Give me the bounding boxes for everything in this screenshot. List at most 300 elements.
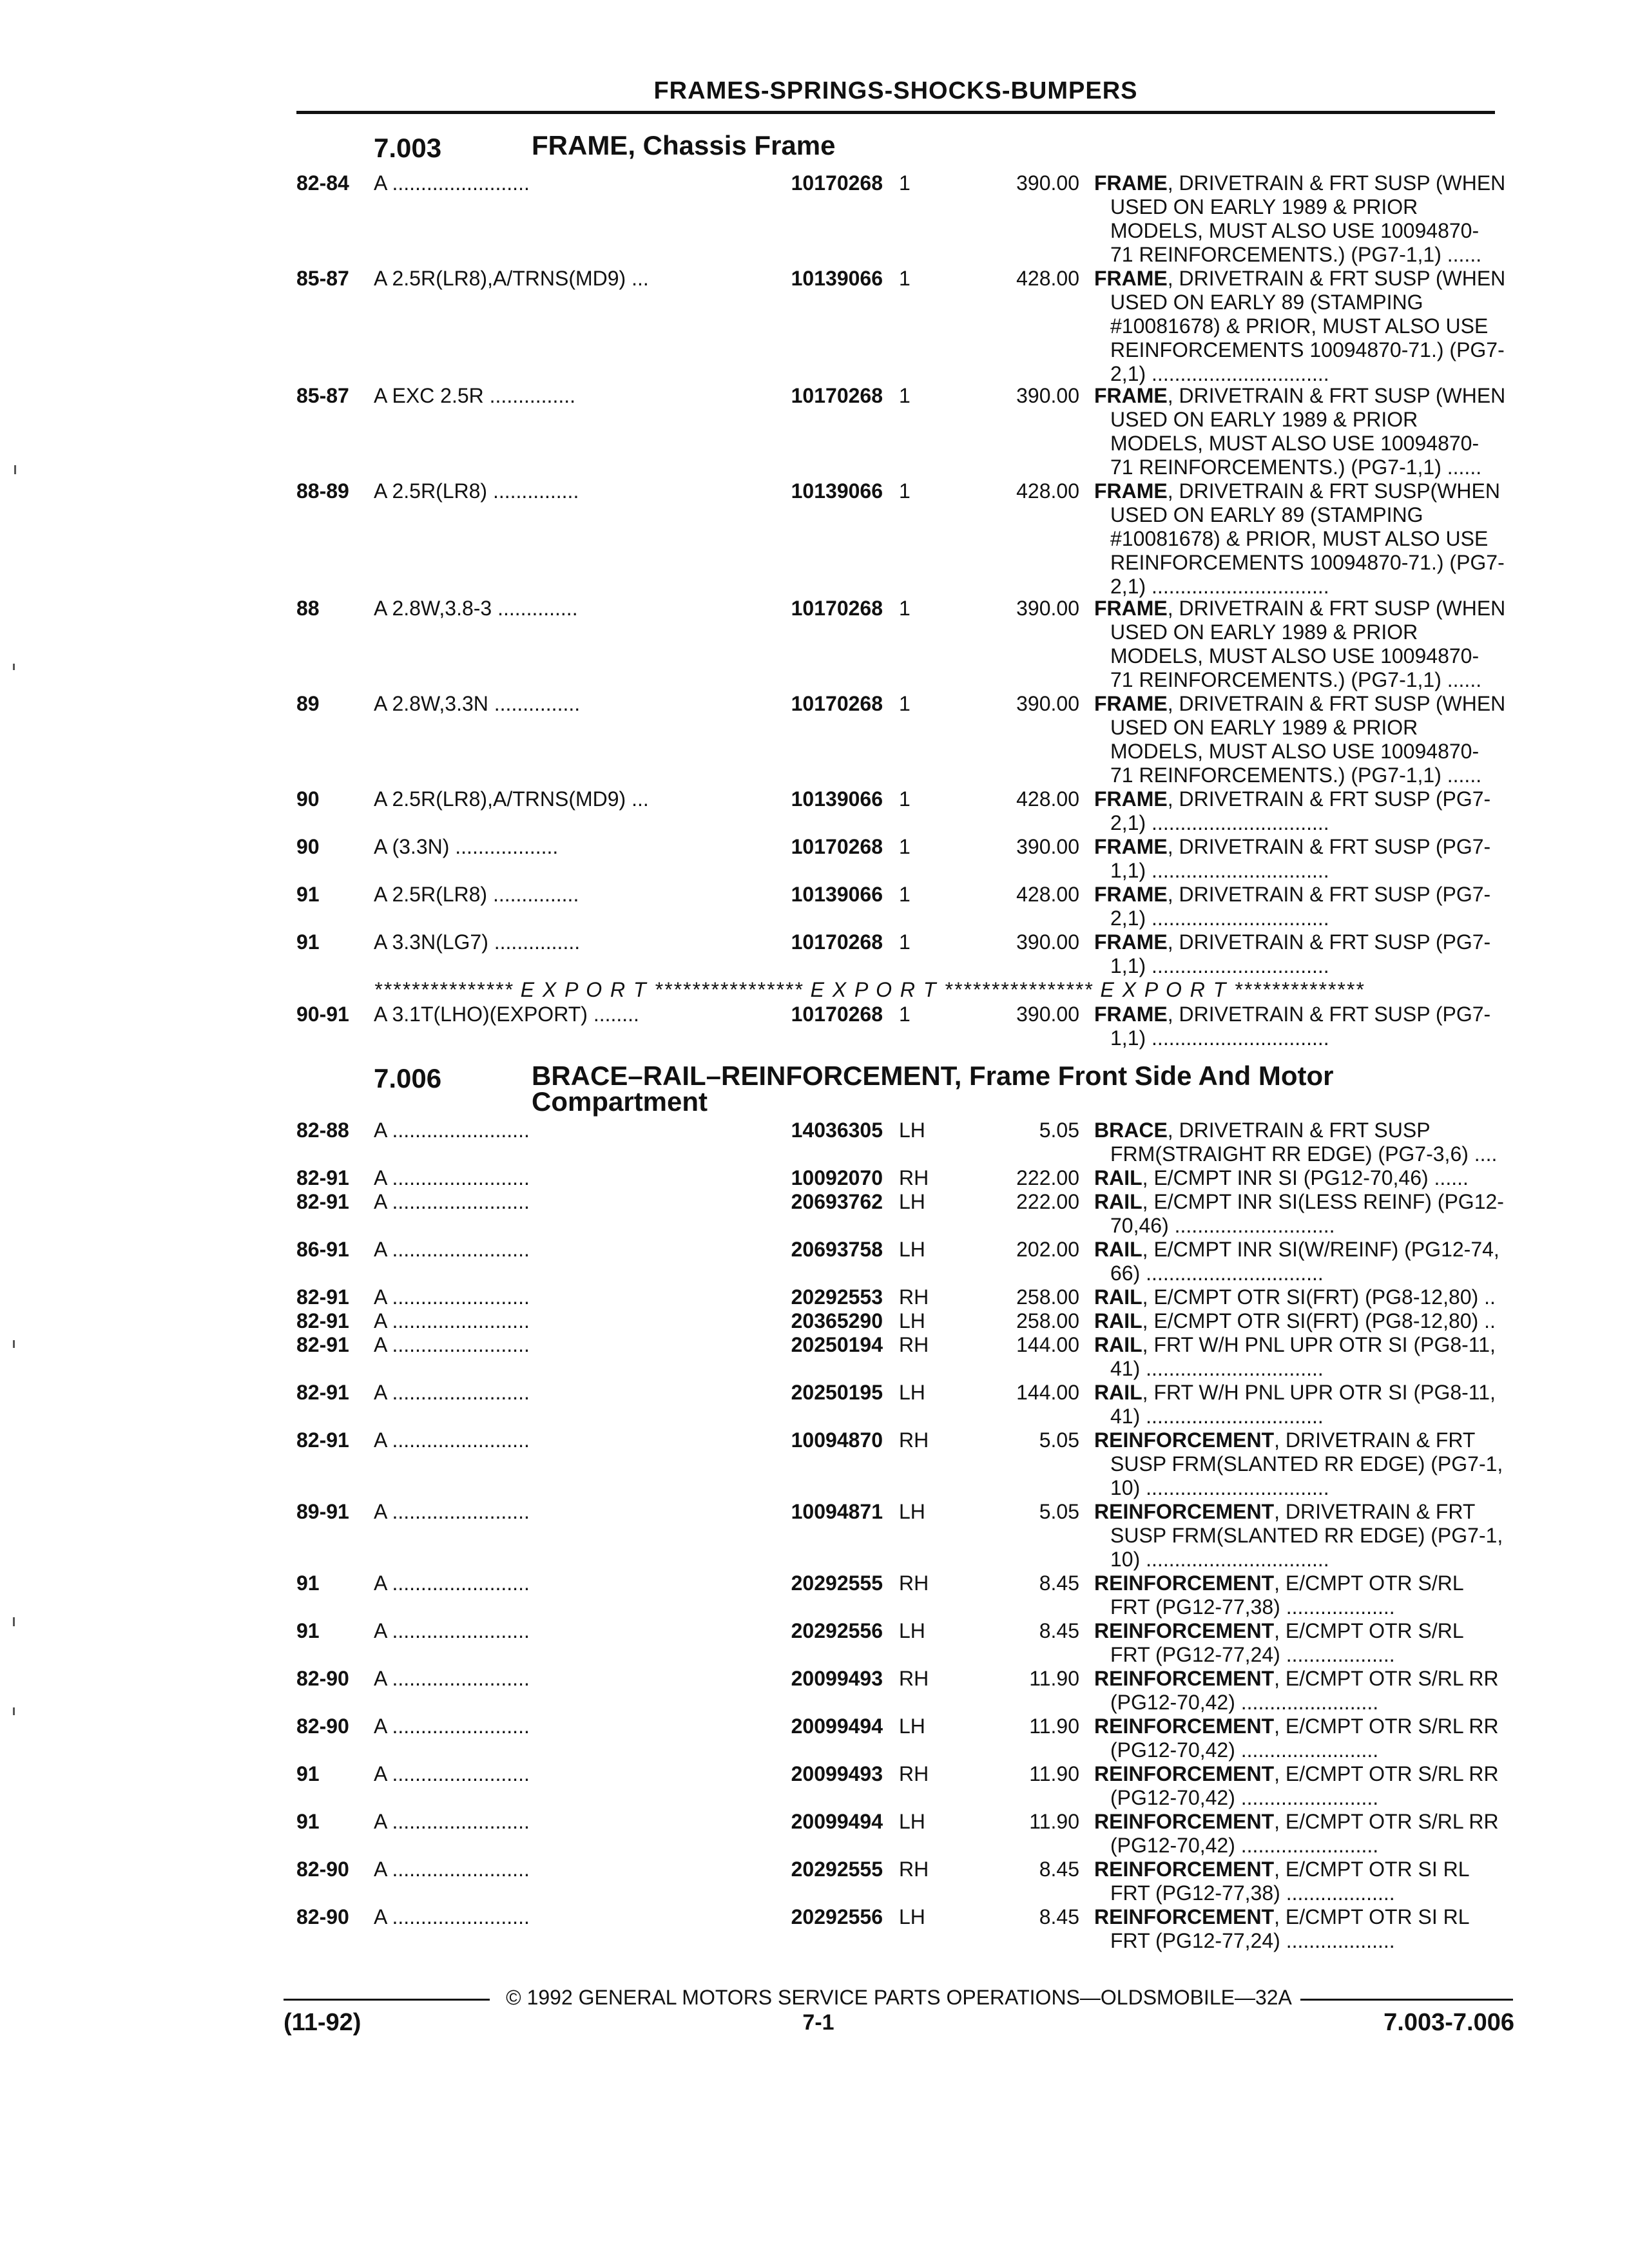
description-line: 41) ...............................: [1110, 1357, 1324, 1380]
price: 390.00: [1016, 835, 1079, 858]
description: [1094, 1190, 1629, 1238]
description-line: 2,1) ...............................: [1110, 575, 1329, 598]
description-line: [1094, 597, 1629, 620]
description-line: [1094, 930, 1629, 954]
model-year: 88: [296, 597, 320, 620]
application: A 2.5R(LR8) ...............: [374, 883, 579, 906]
description-line: USED ON EARLY 1989 & PRIOR: [1110, 195, 1418, 218]
application: A 2.5R(LR8),A/TRNS(MD9) ...: [374, 787, 649, 811]
description-keyword: REINFORCEMENT: [1094, 1858, 1275, 1881]
quantity: 1: [899, 1003, 911, 1026]
application: A 2.8W,3.8-3 ..............: [374, 597, 578, 620]
description-keyword: RAIL: [1094, 1333, 1142, 1356]
scan-speck: [13, 1707, 15, 1715]
description-keyword: RAIL: [1094, 1238, 1142, 1261]
description-keyword: REINFORCEMENT: [1094, 1905, 1275, 1928]
description-line: USED ON EARLY 1989 & PRIOR: [1110, 716, 1418, 739]
description-line: [1094, 883, 1629, 907]
description-line: 41) ...............................: [1110, 1405, 1324, 1428]
model-year: 90: [296, 787, 320, 811]
model-year: 82-90: [296, 1858, 349, 1881]
part-number: 20099494: [791, 1715, 883, 1738]
model-year: 82-90: [296, 1715, 349, 1738]
description: [1094, 1500, 1629, 1571]
description-line: USED ON EARLY 89 (STAMPING: [1110, 291, 1423, 314]
part-number: 10139066: [791, 883, 883, 906]
model-year: 82-88: [296, 1119, 349, 1142]
description-line: FRT (PG12-77,38) ...................: [1110, 1881, 1395, 1905]
description-line: USED ON EARLY 89 (STAMPING: [1110, 503, 1423, 526]
description-line: USED ON EARLY 1989 & PRIOR: [1110, 620, 1418, 644]
quantity: LH: [899, 1810, 925, 1833]
model-year: 91: [296, 1810, 320, 1833]
footer-section-range: 7.003-7.006: [1383, 2009, 1514, 2036]
description-line: [1094, 384, 1629, 408]
description-rest: , DRIVETRAIN & FRT SUSP(WHEN: [1167, 479, 1500, 503]
description-line: [1094, 1333, 1629, 1357]
quantity: 1: [899, 883, 911, 906]
price: 390.00: [1016, 384, 1079, 407]
description-rest: , FRT W/H PNL UPR OTR SI (PG8-11,: [1142, 1381, 1496, 1404]
description-rest: , DRIVETRAIN & FRT SUSP (PG7-: [1167, 1003, 1491, 1026]
description-line: 71 REINFORCEMENTS.) (PG7-1,1) ......: [1110, 764, 1482, 787]
part-number: 20099493: [791, 1667, 883, 1690]
description-line: MODELS, MUST ALSO USE 10094870-: [1110, 219, 1480, 242]
part-number: 20292555: [791, 1858, 883, 1881]
description: [1094, 597, 1629, 692]
application: A ........................: [374, 171, 530, 195]
model-year: 88-89: [296, 479, 349, 503]
description-line: [1094, 1166, 1629, 1190]
description-line: USED ON EARLY 1989 & PRIOR: [1110, 408, 1418, 431]
description-line: FRT (PG12-77,38) ...................: [1110, 1595, 1395, 1619]
description-keyword: RAIL: [1094, 1285, 1142, 1309]
description-line: 10) ................................: [1110, 1548, 1329, 1571]
quantity: 1: [899, 692, 911, 715]
description-keyword: RAIL: [1094, 1190, 1142, 1213]
application: A ........................: [374, 1810, 530, 1833]
model-year: 82-91: [296, 1190, 349, 1213]
quantity: 1: [899, 930, 911, 954]
price: 390.00: [1016, 171, 1079, 195]
description-rest: , DRIVETRAIN & FRT SUSP (WHEN: [1167, 597, 1506, 620]
part-number: 20292556: [791, 1619, 883, 1642]
page-header-title: FRAMES-SPRINGS-SHOCKS-BUMPERS: [653, 77, 1138, 104]
part-number: 10170268: [791, 597, 883, 620]
price: 258.00: [1016, 1309, 1079, 1332]
description-keyword: REINFORCEMENT: [1094, 1715, 1275, 1738]
part-number: 20250195: [791, 1381, 883, 1404]
price: 390.00: [1016, 930, 1079, 954]
section-code: 7.003: [374, 133, 442, 163]
description-keyword: REINFORCEMENT: [1094, 1500, 1275, 1523]
description-keyword: REINFORCEMENT: [1094, 1667, 1275, 1690]
description-line: [1094, 1667, 1629, 1691]
section-title: FRAME, Chassis Frame: [532, 130, 836, 160]
price: 202.00: [1016, 1238, 1079, 1261]
part-number: 20099493: [791, 1762, 883, 1785]
application: A ........................: [374, 1667, 530, 1690]
description: [1094, 883, 1629, 930]
description-keyword: FRAME: [1094, 597, 1168, 620]
application: A 2.8W,3.3N ...............: [374, 692, 581, 715]
quantity: RH: [899, 1858, 929, 1881]
description: [1094, 835, 1629, 883]
application: A ........................: [374, 1190, 530, 1213]
description-line: SUSP FRM(SLANTED RR EDGE) (PG7-1,: [1110, 1452, 1503, 1475]
description: [1094, 1285, 1629, 1309]
model-year: 89: [296, 692, 320, 715]
price: 222.00: [1016, 1190, 1079, 1213]
description-line: MODELS, MUST ALSO USE 10094870-: [1110, 644, 1480, 668]
scan-speck: [13, 1617, 15, 1626]
model-year: 82-91: [296, 1309, 349, 1332]
description-rest: , DRIVETRAIN & FRT SUSP (WHEN: [1167, 171, 1506, 195]
price: 428.00: [1016, 883, 1079, 906]
quantity: LH: [899, 1619, 925, 1642]
description-rest: , E/CMPT OTR S/RL RR: [1274, 1762, 1499, 1785]
section-code: 7.006: [374, 1063, 442, 1093]
description-line: FRM(STRAIGHT RR EDGE) (PG7-3,6) ....: [1110, 1142, 1498, 1166]
quantity: LH: [899, 1309, 925, 1332]
description-line: SUSP FRM(SLANTED RR EDGE) (PG7-1,: [1110, 1524, 1503, 1547]
quantity: 1: [899, 835, 911, 858]
model-year: 82-91: [296, 1166, 349, 1189]
description: [1094, 692, 1629, 787]
model-year: 90: [296, 835, 320, 858]
description-keyword: FRAME: [1094, 384, 1168, 407]
application: A ........................: [374, 1571, 530, 1595]
quantity: LH: [899, 1190, 925, 1213]
part-number: 10092070: [791, 1166, 883, 1189]
description-line: 10) ................................: [1110, 1476, 1329, 1499]
description-keyword: REINFORCEMENT: [1094, 1428, 1275, 1452]
description: [1094, 1333, 1629, 1381]
model-year: 82-84: [296, 171, 349, 195]
description-line: (PG12-70,42) ........................: [1110, 1691, 1379, 1714]
part-number: 10139066: [791, 267, 883, 290]
part-number: 10170268: [791, 930, 883, 954]
description-keyword: FRAME: [1094, 930, 1168, 954]
description-rest: , E/CMPT INR SI (PG12-70,46) ......: [1142, 1166, 1469, 1189]
description-line: 2,1) ...............................: [1110, 811, 1329, 834]
description: [1094, 479, 1629, 599]
application: A ........................: [374, 1166, 530, 1189]
description-line: (PG12-70,42) ........................: [1110, 1834, 1379, 1857]
application: A ........................: [374, 1238, 530, 1261]
description-rest: , E/CMPT INR SI(W/REINF) (PG12-74,: [1142, 1238, 1499, 1261]
price: 222.00: [1016, 1166, 1079, 1189]
description-rest: , E/CMPT OTR S/RL RR: [1274, 1667, 1499, 1690]
part-number: 20693758: [791, 1238, 883, 1261]
application: A ........................: [374, 1381, 530, 1404]
model-year: 82-90: [296, 1667, 349, 1690]
description-rest: , DRIVETRAIN & FRT SUSP (PG7-: [1167, 930, 1491, 954]
footer-copyright: © 1992 GENERAL MOTORS SERVICE PARTS OPERATIONS—OLDSMOBILE—32A: [506, 1986, 1292, 2009]
description-line: [1094, 835, 1629, 859]
description-keyword: FRAME: [1094, 267, 1168, 290]
description-line: [1094, 1571, 1629, 1595]
description-keyword: REINFORCEMENT: [1094, 1810, 1275, 1833]
description-line: 2,1) ...............................: [1110, 362, 1329, 385]
description: [1094, 1762, 1629, 1810]
description-line: [1094, 1003, 1629, 1026]
description: [1094, 1119, 1629, 1166]
application: A 2.5R(LR8),A/TRNS(MD9) ...: [374, 267, 649, 290]
description: [1094, 1905, 1629, 1953]
description-line: [1094, 1190, 1629, 1214]
footer-rule-right: [1300, 1999, 1513, 2001]
description-line: [1094, 1381, 1629, 1405]
application: A 2.5R(LR8) ...............: [374, 479, 579, 503]
description-line: [1094, 1619, 1629, 1643]
part-number: 10170268: [791, 835, 883, 858]
description: [1094, 1619, 1629, 1667]
description-line: 1,1) ...............................: [1110, 1026, 1329, 1050]
application: A 3.3N(LG7) ...............: [374, 930, 581, 954]
description-line: 70,46) ............................: [1110, 1214, 1335, 1237]
description-line: 1,1) ...............................: [1110, 859, 1329, 882]
description-line: REINFORCEMENTS 10094870-71.) (PG7-: [1110, 551, 1505, 574]
price: 11.90: [1029, 1667, 1079, 1690]
description: [1094, 1166, 1629, 1190]
description-line: FRT (PG12-77,24) ...................: [1110, 1929, 1395, 1952]
description-keyword: REINFORCEMENT: [1094, 1762, 1275, 1785]
price: 8.45: [1039, 1619, 1079, 1642]
description-keyword: REINFORCEMENT: [1094, 1619, 1275, 1642]
description-line: [1094, 1715, 1629, 1738]
description-rest: , DRIVETRAIN & FRT SUSP (PG7-: [1167, 835, 1491, 858]
application: A ........................: [374, 1905, 530, 1928]
description: [1094, 1003, 1629, 1050]
description-keyword: FRAME: [1094, 1003, 1168, 1026]
model-year: 90-91: [296, 1003, 349, 1026]
model-year: 89-91: [296, 1500, 349, 1523]
quantity: LH: [899, 1905, 925, 1928]
price: 8.45: [1039, 1858, 1079, 1881]
description-line: [1094, 1119, 1629, 1142]
application: A ........................: [374, 1285, 530, 1309]
description: [1094, 1810, 1629, 1858]
price: 5.05: [1039, 1428, 1079, 1452]
description-rest: , DRIVETRAIN & FRT SUSP (PG7-: [1167, 787, 1491, 811]
price: 390.00: [1016, 692, 1079, 715]
description-line: REINFORCEMENTS 10094870-71.) (PG7-: [1110, 338, 1505, 361]
application: A ........................: [374, 1619, 530, 1642]
application: A ........................: [374, 1428, 530, 1452]
price: 5.05: [1039, 1500, 1079, 1523]
quantity: LH: [899, 1238, 925, 1261]
description-line: 1,1) ...............................: [1110, 954, 1329, 977]
description-rest: , E/CMPT OTR S/RL RR: [1274, 1810, 1499, 1833]
description-line: [1094, 1309, 1629, 1333]
footer-page-number: 7-1: [802, 2010, 834, 2035]
part-number: 20250194: [791, 1333, 883, 1356]
description-keyword: BRACE: [1094, 1119, 1168, 1142]
description-keyword: FRAME: [1094, 479, 1168, 503]
part-number: 20292556: [791, 1905, 883, 1928]
description-line: (PG12-70,42) ........................: [1110, 1786, 1379, 1809]
description-rest: , E/CMPT OTR SI RL: [1274, 1858, 1470, 1881]
footer-rule-left: [284, 1999, 490, 2001]
model-year: 91: [296, 1571, 320, 1595]
price: 11.90: [1029, 1762, 1079, 1785]
description-rest: , DRIVETRAIN & FRT: [1274, 1500, 1476, 1523]
model-year: 91: [296, 930, 320, 954]
description: [1094, 1571, 1629, 1619]
description-line: 71 REINFORCEMENTS.) (PG7-1,1) ......: [1110, 668, 1482, 691]
header-rule: [296, 111, 1495, 114]
description-line: 2,1) ...............................: [1110, 907, 1329, 930]
description-keyword: REINFORCEMENT: [1094, 1571, 1275, 1595]
application: A ........................: [374, 1762, 530, 1785]
description: [1094, 1667, 1629, 1715]
part-number: 20693762: [791, 1190, 883, 1213]
description-keyword: RAIL: [1094, 1309, 1142, 1332]
scan-speck: [13, 664, 15, 670]
description-line: #10081678) & PRIOR, MUST ALSO USE: [1110, 314, 1489, 338]
quantity: 1: [899, 787, 911, 811]
description-line: MODELS, MUST ALSO USE 10094870-: [1110, 432, 1480, 455]
description-keyword: FRAME: [1094, 692, 1168, 715]
quantity: RH: [899, 1571, 929, 1595]
price: 144.00: [1016, 1333, 1079, 1356]
application: A ........................: [374, 1858, 530, 1881]
description-rest: , E/CMPT OTR S/RL RR: [1274, 1715, 1499, 1738]
description: [1094, 1309, 1629, 1333]
price: 11.90: [1029, 1810, 1079, 1833]
description-line: [1094, 787, 1629, 811]
price: 428.00: [1016, 267, 1079, 290]
description-line: #10081678) & PRIOR, MUST ALSO USE: [1110, 527, 1489, 550]
description-rest: , FRT W/H PNL UPR OTR SI (PG8-11,: [1142, 1333, 1496, 1356]
description-line: [1094, 1810, 1629, 1834]
model-year: 85-87: [296, 384, 349, 407]
description-rest: , DRIVETRAIN & FRT SUSP (WHEN: [1167, 692, 1506, 715]
description-line: [1094, 1428, 1629, 1452]
export-divider: *************** E X P O R T **************** E X P O R T **************** E X P O R T **************: [374, 978, 1365, 1001]
model-year: 82-91: [296, 1285, 349, 1309]
quantity: LH: [899, 1500, 925, 1523]
price: 8.45: [1039, 1905, 1079, 1928]
description: [1094, 1381, 1629, 1428]
description: [1094, 1715, 1629, 1762]
description-line: 66) ...............................: [1110, 1262, 1324, 1285]
price: 8.45: [1039, 1571, 1079, 1595]
description: [1094, 1238, 1629, 1285]
part-number: 20292553: [791, 1285, 883, 1309]
section-title: BRACE–RAIL–REINFORCEMENT, Frame Front Side And Motor Compartment: [532, 1061, 1334, 1117]
application: A ........................: [374, 1715, 530, 1738]
description-rest: , E/CMPT INR SI(LESS REINF) (PG12-: [1142, 1190, 1504, 1213]
description-line: [1094, 1905, 1629, 1929]
description-keyword: FRAME: [1094, 787, 1168, 811]
model-year: 82-91: [296, 1428, 349, 1452]
application: A ........................: [374, 1309, 530, 1332]
description-line: [1094, 1238, 1629, 1262]
description-line: [1094, 1858, 1629, 1881]
quantity: RH: [899, 1333, 929, 1356]
description-rest: , DRIVETRAIN & FRT SUSP (WHEN: [1167, 384, 1506, 407]
description-line: [1094, 692, 1629, 716]
description: [1094, 787, 1629, 835]
description-keyword: FRAME: [1094, 835, 1168, 858]
description: [1094, 171, 1629, 267]
quantity: 1: [899, 479, 911, 503]
description-rest: , DRIVETRAIN & FRT: [1274, 1428, 1476, 1452]
description-rest: , DRIVETRAIN & FRT SUSP (WHEN: [1167, 267, 1506, 290]
description-line: 71 REINFORCEMENTS.) (PG7-1,1) ......: [1110, 456, 1482, 479]
description-line: [1094, 479, 1629, 503]
model-year: 82-90: [296, 1905, 349, 1928]
model-year: 86-91: [296, 1238, 349, 1261]
quantity: RH: [899, 1285, 929, 1309]
price: 390.00: [1016, 1003, 1079, 1026]
price: 11.90: [1029, 1715, 1079, 1738]
quantity: RH: [899, 1762, 929, 1785]
description-line: 71 REINFORCEMENTS.) (PG7-1,1) ......: [1110, 243, 1482, 266]
price: 390.00: [1016, 597, 1079, 620]
description-line: [1094, 1500, 1629, 1524]
scan-speck: [13, 1340, 15, 1348]
model-year: 85-87: [296, 267, 349, 290]
application: A 3.1T(LHO)(EXPORT) ........: [374, 1003, 639, 1026]
quantity: LH: [899, 1381, 925, 1404]
description: [1094, 1428, 1629, 1500]
part-number: 20365290: [791, 1309, 883, 1332]
part-number: 20099494: [791, 1810, 883, 1833]
part-number: 14036305: [791, 1119, 883, 1142]
part-number: 10094871: [791, 1500, 883, 1523]
quantity: 1: [899, 267, 911, 290]
part-number: 10170268: [791, 1003, 883, 1026]
description-keyword: FRAME: [1094, 171, 1168, 195]
price: 428.00: [1016, 787, 1079, 811]
part-number: 10139066: [791, 787, 883, 811]
model-year: 91: [296, 1619, 320, 1642]
description-rest: , E/CMPT OTR S/RL: [1274, 1571, 1464, 1595]
quantity: 1: [899, 597, 911, 620]
price: 428.00: [1016, 479, 1079, 503]
quantity: RH: [899, 1166, 929, 1189]
description-line: [1094, 1762, 1629, 1786]
description-line: [1094, 171, 1629, 195]
scan-speck: [14, 465, 16, 474]
footer-date-code: (11-92): [284, 2009, 361, 2036]
part-number: 10139066: [791, 479, 883, 503]
description-keyword: RAIL: [1094, 1166, 1142, 1189]
description-keyword: FRAME: [1094, 883, 1168, 906]
application: A ........................: [374, 1119, 530, 1142]
description: [1094, 930, 1629, 978]
price: 258.00: [1016, 1285, 1079, 1309]
description-line: MODELS, MUST ALSO USE 10094870-: [1110, 740, 1480, 763]
part-number: 20292555: [791, 1571, 883, 1595]
quantity: LH: [899, 1119, 925, 1142]
price: 144.00: [1016, 1381, 1079, 1404]
description-line: [1094, 1285, 1629, 1309]
quantity: RH: [899, 1428, 929, 1452]
description-line: FRT (PG12-77,24) ...................: [1110, 1643, 1395, 1666]
model-year: 82-91: [296, 1333, 349, 1356]
part-number: 10170268: [791, 692, 883, 715]
application: A EXC 2.5R ...............: [374, 384, 575, 407]
description-rest: , DRIVETRAIN & FRT SUSP: [1167, 1119, 1431, 1142]
model-year: 91: [296, 883, 320, 906]
part-number: 10094870: [791, 1428, 883, 1452]
quantity: RH: [899, 1667, 929, 1690]
description-rest: , E/CMPT OTR SI RL: [1274, 1905, 1470, 1928]
